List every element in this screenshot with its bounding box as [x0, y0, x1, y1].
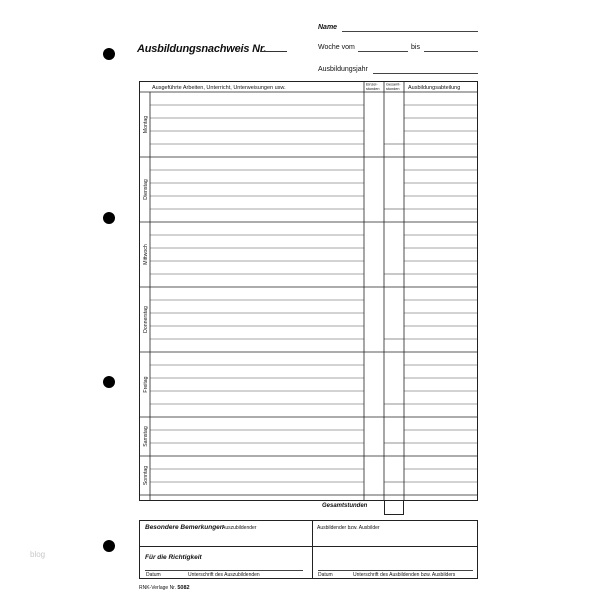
- weekly-activity-table: [139, 81, 478, 501]
- column-header-department: Ausbildungsabteilung: [408, 85, 461, 91]
- day-label-dienstag: Dienstag: [142, 179, 149, 200]
- trainee-signature-line[interactable]: [145, 570, 303, 571]
- week-from-field[interactable]: [358, 51, 408, 52]
- date-label: Datum: [146, 572, 161, 578]
- remarks-title: Besondere Bemerkungen: [145, 524, 224, 531]
- form-title: Ausbildungsnachweis Nr.: [137, 43, 267, 55]
- trainer-signature-line[interactable]: [318, 570, 473, 571]
- column-header-total-hours: Gesamt-: [386, 82, 401, 87]
- week-to-field[interactable]: [424, 51, 478, 52]
- watermark: blog: [30, 550, 46, 559]
- publisher-footer: [139, 585, 190, 591]
- report-number-field[interactable]: [260, 51, 287, 52]
- trainer-signature-caption: Unterschrift des Ausbildenden bzw. Ausbilders: [353, 572, 456, 578]
- punch-hole: [103, 48, 115, 60]
- correctness-label: Für die Richtigkeit: [145, 554, 202, 561]
- name-label: Name: [318, 24, 338, 31]
- week-from-label: Woche vom: [318, 44, 355, 51]
- publisher-label: RNK-Verlage Nr.: [139, 585, 176, 591]
- punch-hole: [103, 212, 115, 224]
- column-header-single-hours: stunden: [366, 87, 380, 91]
- day-label-donnerstag: Donnerstag: [142, 306, 149, 333]
- week-to-label: bis: [411, 44, 420, 51]
- form-number: 5082: [177, 585, 190, 591]
- day-label-montag: Montag: [142, 115, 149, 134]
- training-year-label: Ausbildungsjahr: [318, 66, 368, 73]
- day-label-sonntag: Sonntag: [142, 465, 149, 486]
- name-field[interactable]: [342, 31, 478, 32]
- day-label-freitag: Freitag: [142, 376, 149, 393]
- total-hours-label: Gesamtstunden: [322, 503, 368, 509]
- column-header-total-hours: stunden: [386, 87, 400, 91]
- punch-hole: [103, 540, 115, 552]
- trainee-signature-caption: Unterschrift des Auszubildenden: [188, 572, 260, 578]
- date-label: Datum: [318, 572, 333, 578]
- training-year-field[interactable]: [373, 73, 478, 74]
- day-label-samstag: Samstag: [142, 426, 149, 447]
- column-header-single-hours: Einzel-: [366, 82, 378, 87]
- total-hours-field[interactable]: [384, 501, 404, 515]
- trainee-label: Auszubildender: [222, 525, 257, 531]
- day-label-mittwoch: Mittwoch: [142, 244, 149, 265]
- trainer-label: Ausbildender bzw. Ausbilder: [317, 525, 380, 531]
- punch-hole: [103, 376, 115, 388]
- table-frame: [140, 82, 478, 501]
- remarks-box: [139, 520, 478, 579]
- column-header-activities: Ausgeführte Arbeiten, Unterricht, Unterweisungen usw.: [152, 85, 286, 91]
